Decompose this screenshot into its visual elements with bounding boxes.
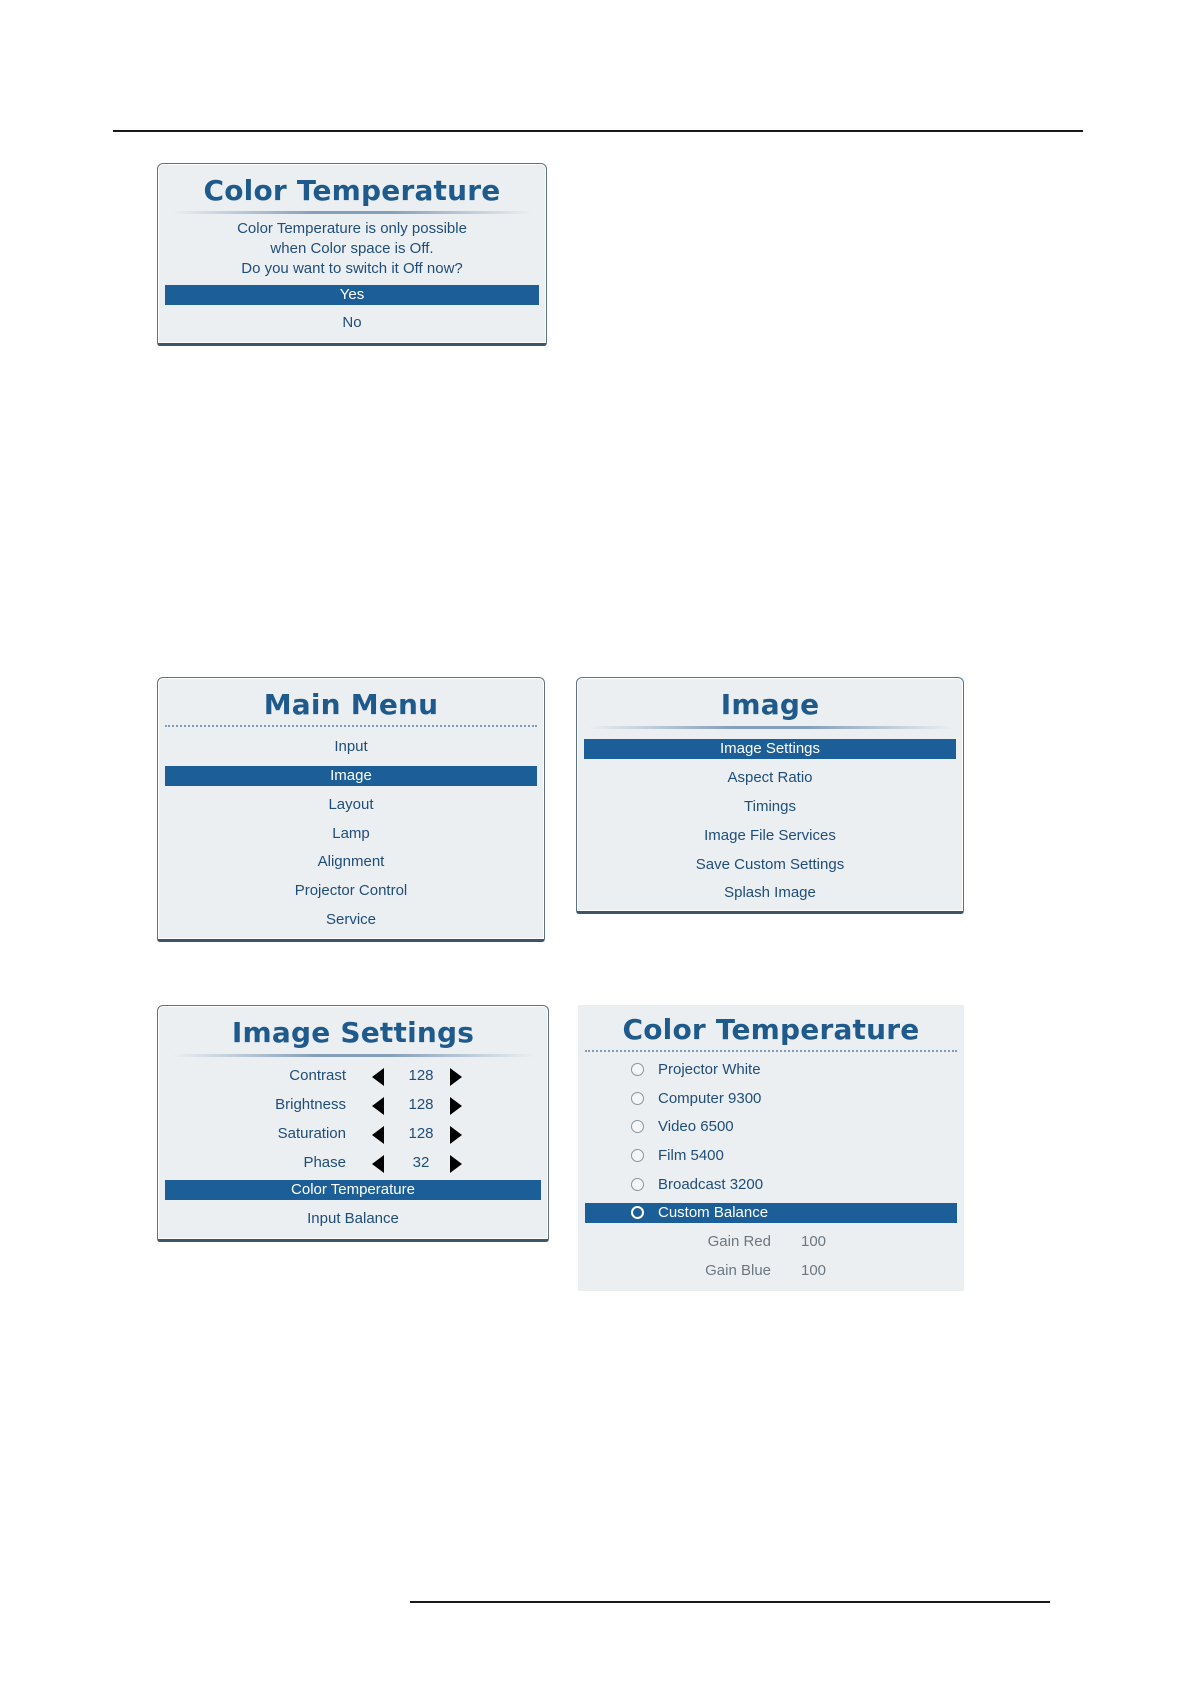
title-separator: [165, 725, 537, 727]
gain-red-row[interactable]: [578, 1232, 771, 1252]
radio-icon: [631, 1149, 644, 1162]
color-temperature-title: Color Temperature: [622, 1013, 920, 1046]
option-projector-white[interactable]: [585, 1060, 957, 1080]
radio-icon: [631, 1092, 644, 1105]
dialog-message-line-2: when Color space is Off.: [270, 240, 434, 257]
gain-red-value: 100: [801, 1233, 827, 1250]
menu-item-service[interactable]: Service: [325, 911, 377, 928]
option-custom-balance[interactable]: [585, 1203, 957, 1223]
gain-blue-value: 100: [801, 1262, 827, 1279]
dialog-message-line-1: Color Temperature is only possible: [237, 220, 467, 237]
menu-item-splash-image[interactable]: Splash Image: [724, 884, 816, 901]
option-label: Broadcast 3200: [658, 1176, 764, 1193]
menu-item-alignment[interactable]: Alignment: [317, 853, 385, 870]
brightness-label: Brightness: [275, 1096, 346, 1113]
radio-icon: [631, 1178, 644, 1191]
increase-arrow-icon[interactable]: [450, 1068, 462, 1086]
radio-selected-icon: [631, 1206, 644, 1219]
brightness-row[interactable]: [158, 1094, 548, 1116]
increase-arrow-icon[interactable]: [450, 1097, 462, 1115]
yes-option[interactable]: Yes: [165, 285, 539, 305]
option-label: Custom Balance: [658, 1204, 769, 1221]
option-computer-9300[interactable]: [585, 1089, 957, 1109]
contrast-label: Contrast: [289, 1067, 346, 1084]
image-settings-panel: [157, 1005, 549, 1242]
title-separator: [585, 1050, 957, 1052]
menu-item-image-settings[interactable]: Image Settings: [584, 739, 956, 759]
menu-item-image-file-services[interactable]: Image File Services: [704, 827, 836, 844]
option-video-6500[interactable]: [585, 1117, 957, 1137]
phase-value: 32: [412, 1154, 430, 1171]
option-label: Projector White: [658, 1061, 761, 1078]
menu-item-image[interactable]: Image: [165, 766, 537, 786]
menu-item-save-custom-settings[interactable]: Save Custom Settings: [695, 856, 845, 873]
main-menu-title: Main Menu: [263, 688, 439, 721]
brightness-value: 128: [408, 1096, 434, 1113]
menu-item-lamp[interactable]: Lamp: [332, 825, 370, 842]
image-menu-title: Image: [720, 688, 820, 721]
saturation-row[interactable]: [158, 1123, 548, 1145]
title-separator: [587, 726, 953, 729]
contrast-value: 128: [408, 1067, 434, 1084]
decrease-arrow-icon[interactable]: [372, 1126, 384, 1144]
gain-red-label: Gain Red: [707, 1233, 771, 1250]
menu-item-color-temperature[interactable]: Color Temperature: [165, 1180, 541, 1200]
increase-arrow-icon[interactable]: [450, 1155, 462, 1173]
increase-arrow-icon[interactable]: [450, 1126, 462, 1144]
color-temperature-confirm-dialog: [157, 163, 547, 346]
contrast-row[interactable]: [158, 1065, 548, 1087]
gain-blue-row[interactable]: [578, 1261, 771, 1281]
page-header-rule: [113, 130, 1083, 132]
menu-item-input[interactable]: Input: [334, 738, 368, 755]
title-separator: [172, 1054, 534, 1057]
title-separator: [172, 211, 532, 214]
dialog-message-line-3: Do you want to switch it Off now?: [241, 260, 463, 277]
decrease-arrow-icon[interactable]: [372, 1068, 384, 1086]
menu-item-layout[interactable]: Layout: [328, 796, 374, 813]
no-option[interactable]: No: [342, 314, 362, 331]
decrease-arrow-icon[interactable]: [372, 1155, 384, 1173]
phase-label: Phase: [303, 1154, 346, 1171]
image-menu-panel: [576, 677, 964, 914]
option-label: Video 6500: [658, 1118, 734, 1135]
menu-item-aspect-ratio[interactable]: Aspect Ratio: [727, 769, 813, 786]
option-film-5400[interactable]: [585, 1146, 957, 1166]
menu-item-input-balance[interactable]: Input Balance: [307, 1210, 399, 1227]
radio-icon: [631, 1120, 644, 1133]
option-broadcast-3200[interactable]: [585, 1175, 957, 1195]
option-label: Computer 9300: [658, 1090, 762, 1107]
menu-item-timings[interactable]: Timings: [744, 798, 796, 815]
dialog-title: Color Temperature: [203, 174, 501, 207]
menu-item-projector-control[interactable]: Projector Control: [294, 882, 408, 899]
saturation-label: Saturation: [277, 1125, 346, 1142]
decrease-arrow-icon[interactable]: [372, 1097, 384, 1115]
option-label: Film 5400: [658, 1147, 724, 1164]
saturation-value: 128: [408, 1125, 434, 1142]
image-settings-title: Image Settings: [231, 1016, 475, 1049]
phase-row[interactable]: [158, 1152, 548, 1174]
page-footer-rule: [410, 1601, 1050, 1603]
radio-icon: [631, 1063, 644, 1076]
color-temperature-panel: [578, 1005, 964, 1291]
gain-blue-label: Gain Blue: [705, 1262, 771, 1279]
main-menu-panel: [157, 677, 545, 942]
